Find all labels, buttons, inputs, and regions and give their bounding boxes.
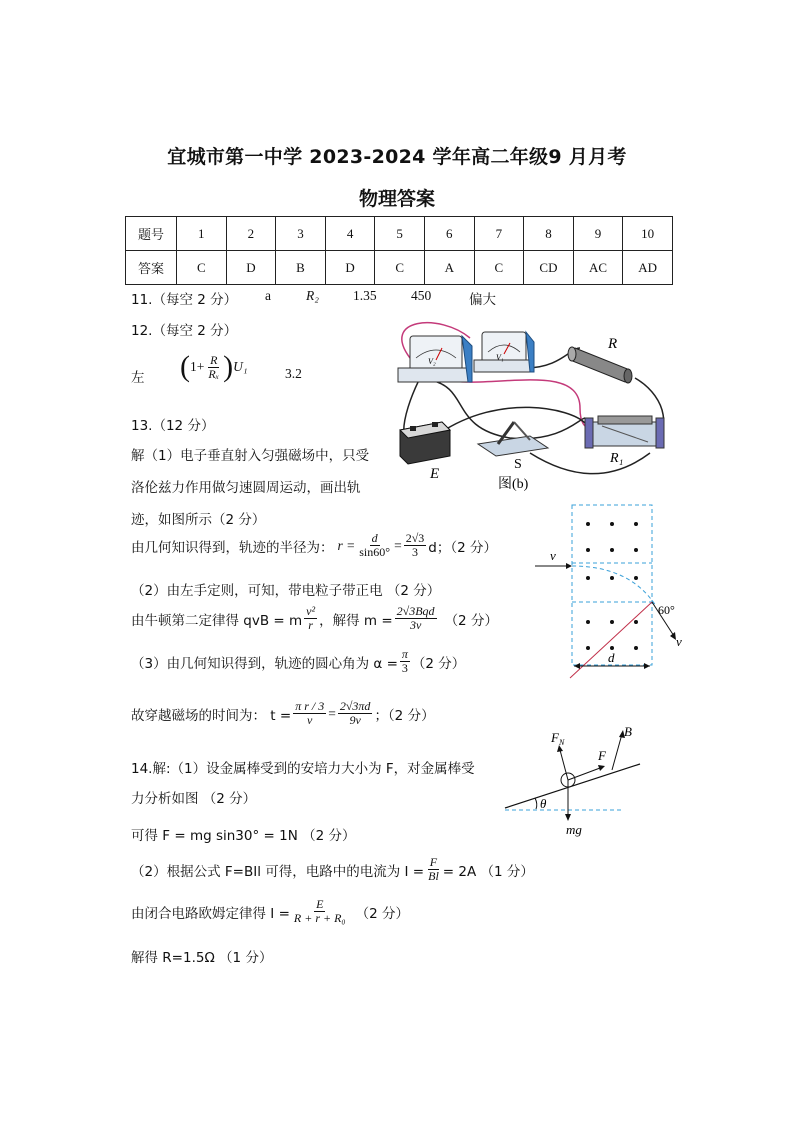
- wire: [440, 407, 585, 433]
- q11-answer-4: 450: [411, 288, 432, 303]
- fraction: $\frac{\text{v²}}{r}$: [306, 604, 316, 632]
- table-cell: 10: [623, 217, 673, 251]
- q12-answer-2: ( 1+ $\frac{R}{\text{Rₓ}}$ ) U₁: [180, 350, 248, 383]
- svg-text:V₁: V₁: [496, 353, 504, 362]
- field-region: [572, 505, 652, 665]
- table-cell: C: [177, 251, 227, 285]
- table-row-numbers: [126, 217, 673, 251]
- voltmeter-v2: [398, 336, 472, 382]
- fraction: $\frac{2√3}{3}$: [405, 531, 425, 559]
- table-cell: B: [276, 251, 326, 285]
- wire: [530, 453, 650, 474]
- q14-paragraph: 14.解:（1）设金属棒受到的安培力大小为 F，对金属棒受: [131, 761, 475, 777]
- switch-s: [478, 422, 548, 456]
- q11-line: [131, 288, 496, 308]
- table-cell: AC: [573, 251, 623, 285]
- label-d: d: [608, 650, 615, 665]
- label-v-in: v: [550, 548, 556, 563]
- fraction: $\frac{\pi}{3}$: [401, 647, 408, 675]
- fraction: $\frac{\text{2√3Bqd}}{3v}$: [396, 604, 435, 632]
- table-cell: 7: [474, 217, 524, 251]
- page-subtitle: 物理答案: [358, 188, 435, 210]
- label-r1: R₁: [610, 451, 624, 466]
- q13-newton-line: 由牛顿第二定律得 qvB = m $\frac{\text{v²}}{r}$ ，解得 m = $\frac{\text{2√3Bqd}}{3v}$ （2 分）: [131, 604, 498, 632]
- label-mg: mg: [566, 822, 582, 837]
- q11-answer-5: 偏大: [469, 292, 496, 308]
- table-cell: 8: [524, 217, 574, 251]
- table-cell: AD: [623, 251, 673, 285]
- q13-label: 13.（12 分）: [131, 418, 215, 434]
- resistor-r: [568, 347, 632, 383]
- table-cell: 4: [325, 217, 375, 251]
- q13-time-line: 故穿越磁场的时间为： t = $\frac{\text{π r / 3}}{v}$ = $\frac{2√3\pi d}{9v}$ ；（2 分）: [131, 699, 435, 727]
- q13-paragraph: 解（1）电子垂直射入匀强磁场中，只受: [131, 448, 370, 464]
- fraction: $\frac{d}{\sin 60^\circ}$: [359, 531, 391, 559]
- field-dots: [586, 522, 638, 650]
- label-e: E: [430, 466, 440, 482]
- q14-ohm-line: 由闭合电路欧姆定律得 I = $\frac{E}{\text{R + r + R₀}}$ （2 分）: [131, 897, 409, 925]
- q14-paragraph: 解得 R=1.5Ω （1 分）: [131, 950, 273, 966]
- label-b: B: [624, 724, 632, 739]
- table-cell: D: [226, 251, 276, 285]
- table-cell: 6: [424, 217, 474, 251]
- table-cell: 1: [177, 217, 227, 251]
- q13-paragraph: （2）由左手定则，可知，带电粒子带正电 （2 分）: [131, 583, 441, 599]
- q12-answer-3: 3.2: [285, 366, 302, 381]
- table-cell: C: [474, 251, 524, 285]
- table-cell: 2: [226, 217, 276, 251]
- label-f: F: [598, 748, 606, 763]
- table-cell: 5: [375, 217, 425, 251]
- q12-answer-1: 左: [131, 370, 145, 386]
- table-cell: A: [424, 251, 474, 285]
- label-theta: θ: [540, 796, 547, 811]
- table-row-answers: [126, 251, 673, 285]
- q13-paragraph: 迹，如图所示（2 分）: [131, 512, 266, 528]
- circuit-figure: [380, 318, 680, 493]
- answer-table: [125, 216, 673, 285]
- trajectory-arc: [572, 566, 656, 606]
- fraction: $\frac{\text{π r / 3}}{v}$: [295, 699, 325, 727]
- svg-text:V₂: V₂: [428, 357, 436, 366]
- q14-paragraph: 力分析如图 （2 分）: [131, 791, 257, 807]
- q12-label: 12.（每空 2 分）: [131, 323, 238, 339]
- table-header-cell: 题号: [126, 217, 177, 251]
- q13-paragraph: 洛伦兹力作用做匀速圆周运动，画出轨: [131, 480, 361, 496]
- table-cell: C: [375, 251, 425, 285]
- q11-label: 11.（每空 2 分）: [131, 292, 238, 308]
- q11-answer-1: a: [265, 288, 271, 303]
- q12-fraction: $\frac{R}{\text{Rₓ}}$: [208, 352, 220, 381]
- q14-current-line: （2）根据公式 F=BIl 可得，电路中的电流为 I = $\frac{F}{Bl}$ = 2A （1 分）: [131, 855, 534, 883]
- q13-radius-line: 由几何知识得到，轨迹的半径为： r = $\frac{d}{\sin 60^\circ}$ = $\frac{2√3}{3}$ d；（2 分）: [131, 531, 497, 559]
- table-cell: CD: [524, 251, 574, 285]
- q11-answer-3: 1.35: [353, 288, 377, 303]
- force-diagram: [500, 720, 660, 840]
- label-v-out: v: [676, 634, 682, 649]
- figure-caption: 图(b): [498, 477, 529, 492]
- q11-answer-2: R₂: [306, 288, 319, 303]
- table-header-cell: 答案: [126, 251, 177, 285]
- voltmeter-v1: [474, 332, 534, 372]
- table-cell: D: [325, 251, 375, 285]
- label-r: R: [608, 336, 618, 352]
- label-fn: $F_N$: [551, 730, 565, 747]
- page-title: 宜城市第一中学 2023-2024 学年高二年级9 月月考: [167, 146, 627, 168]
- q13-angle-line: （3）由几何知识得到，轨迹的圆心角为 α = $\frac{\pi}{3}$ （2 分）: [131, 647, 466, 675]
- field-b-arrow: [612, 734, 622, 770]
- fraction: $\frac{F}{Bl}$: [428, 855, 439, 883]
- table-cell: 3: [276, 217, 326, 251]
- magnetic-field-figure: [530, 500, 690, 690]
- radius-line: [570, 602, 652, 678]
- rheostat-r1: [585, 416, 664, 448]
- table-cell: 9: [573, 217, 623, 251]
- battery-e: [400, 422, 450, 464]
- fraction: $\frac{2√3\pi d}{9v}$: [339, 699, 371, 727]
- q14-paragraph: 可得 F = mg sin30° = 1N （2 分）: [131, 828, 356, 844]
- label-s: S: [514, 457, 522, 472]
- fraction: $\frac{E}{\text{R + r + R₀}}$: [293, 897, 346, 925]
- label-angle: 60°: [658, 603, 675, 617]
